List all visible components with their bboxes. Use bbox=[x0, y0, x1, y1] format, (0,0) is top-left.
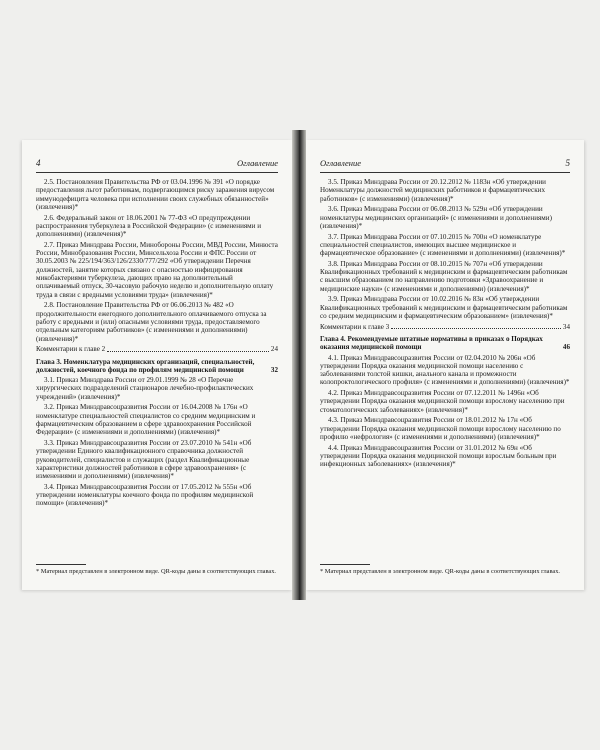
chapter-heading bbox=[36, 358, 278, 375]
running-title: Оглавление bbox=[320, 158, 362, 168]
footnote-rule bbox=[36, 564, 86, 565]
leader-dots bbox=[107, 350, 269, 352]
comments-label: Комментарии к главе 2 bbox=[36, 345, 106, 354]
leader-dots bbox=[391, 327, 561, 329]
book-spine-gutter bbox=[292, 130, 306, 600]
footnote-text: * Материал представлен в электронном виде. QR-коды даны в соответствующих главах. bbox=[36, 568, 277, 576]
toc-entry: 3.3. Приказ Минздравсоцразвития России от 23.07.2010 № 541н «Об утверждении Единого квалификационного справочника должностей руководителей, специалистов и служащих (раздел Квалификационные характеристики должностей работников в сфере здравоохранения» (с изменениями и дополнениями) (извлечения)* bbox=[36, 438, 252, 481]
footnote bbox=[320, 564, 570, 576]
toc-entry: 2.7. Приказ Минздрава России, Минобороны России, МВД России, Минюста России, Минобразования России, Минсельхоза России и ФПС России от 30.05.2003 № 225/194/363/126/2330/777/292 «Об утверждении Перечня должностей, занятие которых связано с опасностью инфицирования микобактериями туберкулеза, дающих право на дополнительный оплачиваемый отпуск, 30-часовую рабочую неделю и дополнительную оплату труда в связи с вредными условиями труда» (извлечения)* bbox=[36, 240, 278, 299]
comments-page: 34 bbox=[562, 322, 570, 331]
toc-entry: 2.8. Постановление Правительства РФ от 06.06.2013 № 482 «О продолжительности ежегодного дополнительного оплачиваемого отпуска за работу с вредными и (или) опасными условиями труда, предоставляемого отдельным категориям работников» (с изменениями и дополнениями) (извлечения)* bbox=[36, 301, 267, 343]
chapter-page: 32 bbox=[270, 365, 278, 374]
toc-entry: 4.3. Приказ Минздравсоцразвития России от 18.01.2012 № 17н «Об утверждении Порядка оказания медицинской помощи взрослому населению по профилю «нефрология» (с изменениями и дополнениями) (извлечения)* bbox=[320, 416, 561, 442]
toc-entries-before bbox=[36, 178, 278, 343]
toc-entry: 3.1. Приказ Минздрава России от 29.01.1999 № 28 «О Перечне хирургических подразделений стационаров лечебно-профилактических учреждений» (извлечения)* bbox=[36, 376, 254, 401]
chapter-title: Глава 4. Рекомендуемые штатные нормативы в приказах о Порядках оказания медицинской помощи bbox=[320, 335, 543, 352]
right-page bbox=[306, 140, 584, 590]
comments-line bbox=[320, 323, 570, 331]
page-number: 5 bbox=[565, 158, 570, 168]
toc-entry: 3.4. Приказ Минздравсоцразвития России от 17.05.2012 № 555н «Об утверждении номенклатуры коечного фонда по профилям медицинской помощи» (извлечения)* bbox=[36, 482, 254, 508]
toc-entry: 4.1. Приказ Минздравсоцразвития России от 02.04.2010 № 206н «Об утверждении Порядка оказания медицинской помощи населению с заболеваниями толстой кишки, анального канала и промежности колопроктологического профиля» (с изменениями и дополнениями) (извлечения)* bbox=[320, 353, 570, 387]
toc-entry: 4.4. Приказ Минздравсоцразвития России от 31.01.2012 № 69н «Об утверждении Порядка оказания медицинской помощи взрослым больным при инфекционных заболеваниях» (извлечения)* bbox=[320, 443, 557, 469]
comments-page: 24 bbox=[270, 345, 278, 354]
toc-entry: 3.9. Приказ Минздрава России от 10.02.2016 № 83н «Об утверждении Квалификационных требований к медицинским и фармацевтическим работникам со средним медицинским и фармацевтическим образованием» (извлечения)* bbox=[320, 295, 568, 321]
toc-entry: 3.5. Приказ Минздрава России от 20.12.2012 № 1183н «Об утверждении Номенклатуры должностей медицинских работников и фармацевтических работников» (с изменениями) (извлечения)* bbox=[320, 178, 546, 203]
toc-entry: 4.2. Приказ Минздравсоцразвития России от 07.12.2011 № 1496н «Об утверждении Порядка оказания медицинской помощи взрослому населению при стоматологических заболеваниях» (извлечения)* bbox=[320, 389, 565, 414]
toc-entry: 3.2. Приказ Минздравсоцразвития России от 16.04.2008 № 176н «О номенклатуре специальностей специалистов со средним медицинским и фармацевтическим образованием в сфере здравоохранения Российской Федерации» (с изменениями и дополнениями) (извлечения)* bbox=[36, 403, 256, 437]
toc-entry: 3.8. Приказ Минздрава России от 08.10.2015 № 707н «Об утверждении Квалификационных требований к медицинским и фармацевтическим работникам с высшим образованием по направлению подготовки «Здравоохранение и медицинские науки» (с изменениями и дополнениями) (извлечения)* bbox=[320, 259, 568, 293]
toc-content bbox=[36, 178, 278, 510]
toc-entries-before bbox=[320, 178, 570, 320]
toc-entry: 3.7. Приказ Минздрава России от 07.10.2015 № 700н «О номенклатуре специальностей специалистов, имеющих высшее медицинское и фармацевтическое образование» (с изменениями и дополнениями) (извлечения)* bbox=[320, 232, 566, 258]
comments-label: Комментарии к главе 3 bbox=[320, 322, 390, 331]
footnote bbox=[36, 564, 278, 576]
toc-entries-after bbox=[320, 354, 570, 469]
toc-entry: 2.6. Федеральный закон от 18.06.2001 № 77-ФЗ «О предупреждении распространения туберкулеза в Российской Федерации» (с изменениями и дополнениями) (извлечения)* bbox=[36, 213, 262, 239]
footnote-text: * Материал представлен в электронном виде. QR-коды даны в соответствующих главах. bbox=[320, 568, 561, 576]
running-header bbox=[320, 158, 570, 173]
chapter-page: 46 bbox=[562, 343, 570, 352]
toc-entry: 3.6. Приказ Минздрава России от 06.08.2013 № 529н «Об утверждении номенклатуры медицинских организаций» (с изменениями и дополнениями) (извлечения)* bbox=[320, 205, 552, 230]
toc-entries-after bbox=[36, 376, 278, 508]
running-title: Оглавление bbox=[236, 158, 278, 168]
chapter-heading bbox=[320, 335, 570, 352]
comments-line bbox=[36, 345, 278, 353]
running-header bbox=[36, 158, 278, 173]
toc-entry: 2.5. Постановления Правительства РФ от 03.04.1996 № 391 «О порядке предоставления льгот работникам, подвергающимся риску заражения вирусом иммунодефицита человека при исполнении своих служебных обязанностей» (извлечения)* bbox=[36, 178, 275, 211]
footnote-rule bbox=[320, 564, 370, 565]
toc-content bbox=[320, 178, 570, 471]
chapter-title: Глава 3. Номенклатура медицинских организаций, специальностей, должностей, коечного фонда по профилям медицинской помощи bbox=[36, 357, 255, 374]
left-page bbox=[22, 140, 292, 590]
page-number: 4 bbox=[36, 158, 41, 168]
